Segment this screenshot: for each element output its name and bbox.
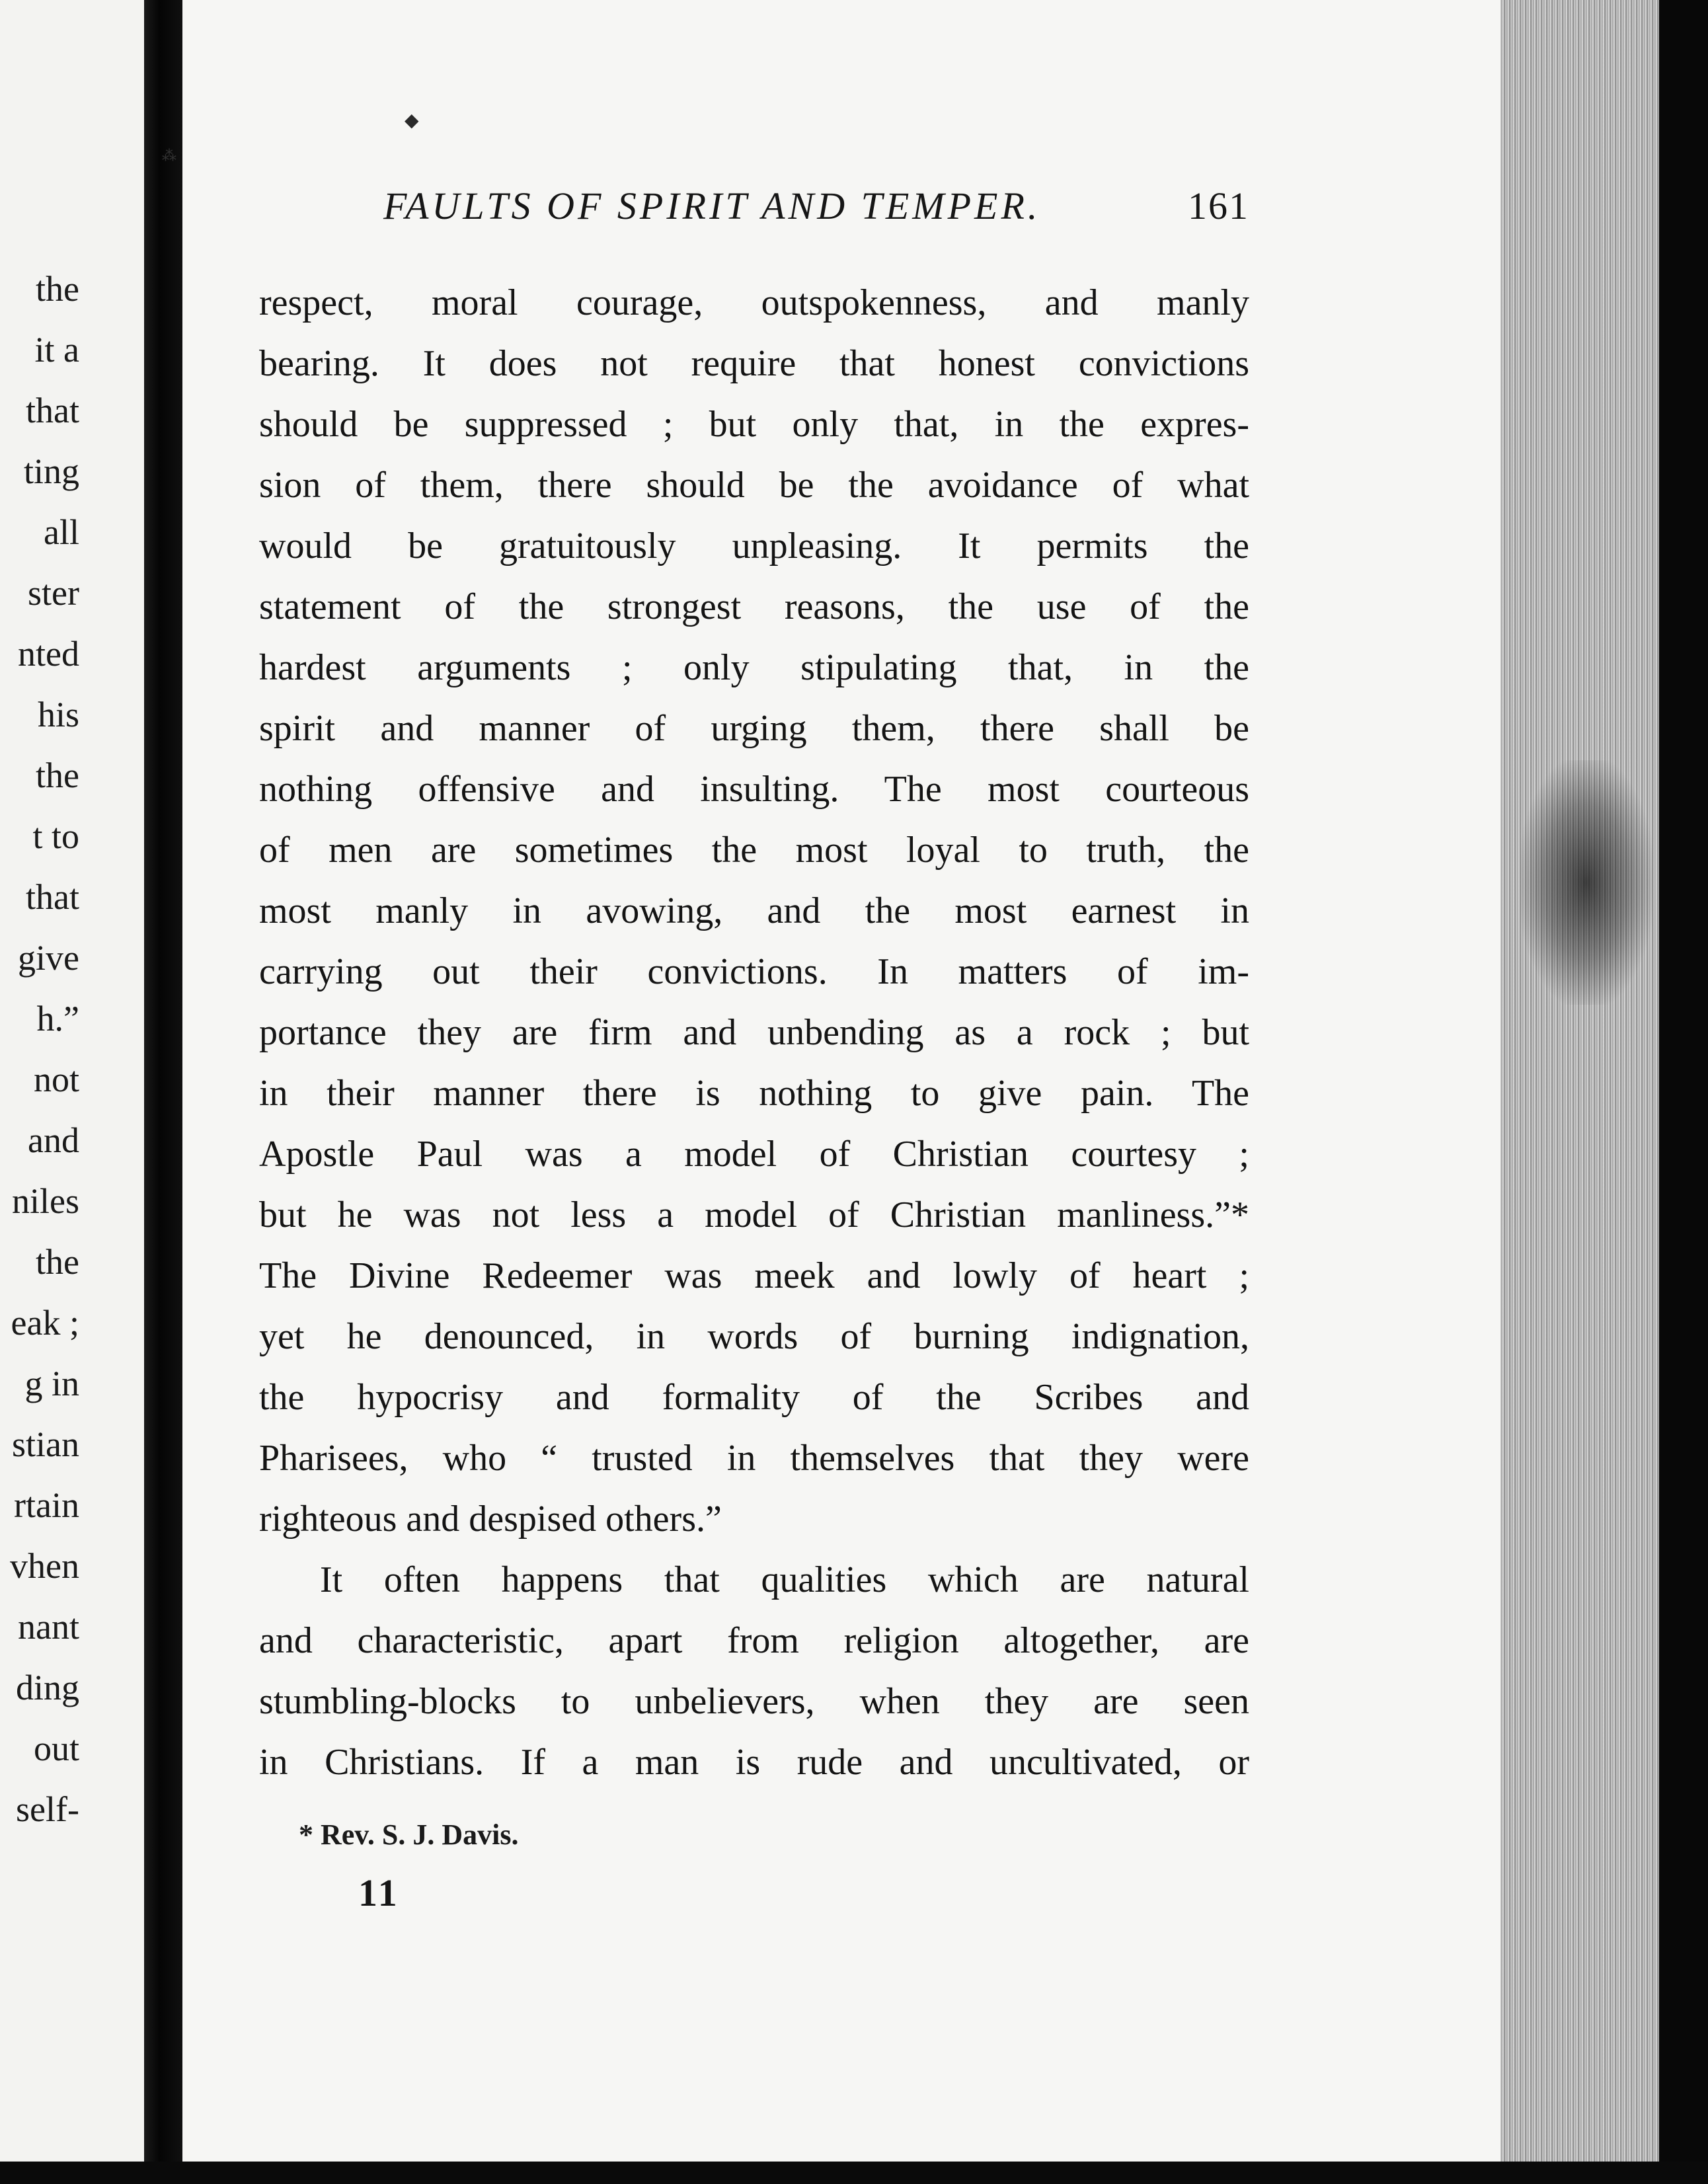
- previous-page-line-fragment: stian: [12, 1424, 79, 1464]
- previous-page-fragment: [0, 0, 144, 2184]
- previous-page-line-fragment: the: [36, 756, 79, 795]
- previous-page-line-fragment: that: [26, 877, 79, 917]
- text-line: Apostle Paul was a model of Christian courtesy ;: [259, 1134, 1249, 1175]
- text-line: nothing offensive and insulting. The most courteous: [259, 769, 1249, 810]
- book-gutter: [144, 0, 182, 2184]
- previous-page-line-fragment: g in: [24, 1364, 79, 1403]
- text-line: portance they are firm and unbending as a rock ; but: [259, 1012, 1249, 1053]
- previous-page-line-fragment: h.”: [36, 999, 79, 1038]
- previous-page-line-fragment: niles: [12, 1181, 79, 1221]
- body-text: [259, 272, 1249, 1793]
- text-line: sion of them, there should be the avoidance of what: [259, 465, 1249, 506]
- text-line: hardest arguments ; only stipulating that, in the: [259, 647, 1249, 688]
- paragraph: [259, 1549, 1249, 1793]
- scan-border-right: [1659, 0, 1708, 2184]
- scan-border-bottom: [0, 2162, 1708, 2184]
- text-line: statement of the strongest reasons, the use of the: [259, 586, 1249, 627]
- signature-mark: 11: [358, 1871, 400, 1914]
- text-line: of men are sometimes the most loyal to truth, the: [259, 830, 1249, 871]
- page-edges: [1500, 0, 1659, 2168]
- chapter-title: FAULTS OF SPIRIT AND TEMPER.: [383, 184, 1041, 227]
- running-head: [383, 180, 1256, 233]
- text-line: carrying out their convictions. In matters of im-: [259, 951, 1249, 992]
- ink-smudge: [1520, 760, 1652, 1005]
- text-line: respect, moral courage, outspokenness, and manly: [259, 282, 1249, 323]
- previous-page-line-fragment: nant: [18, 1607, 79, 1647]
- previous-page-line-fragment: the: [36, 1242, 79, 1282]
- previous-page-line-fragment: ding: [15, 1668, 79, 1707]
- previous-page-line-fragment: nted: [18, 634, 79, 674]
- text-line: It often happens that qualities which are natural: [320, 1559, 1249, 1600]
- previous-page-line-fragment: his: [37, 695, 79, 734]
- text-line: in their manner there is nothing to give pain. The: [259, 1073, 1249, 1114]
- previous-page-line-fragment: rtain: [14, 1485, 79, 1525]
- previous-page-line-fragment: eak ;: [11, 1303, 79, 1343]
- previous-page-line-fragment: the: [36, 269, 79, 309]
- text-line: most manly in avowing, and the most earnest in: [259, 890, 1249, 931]
- previous-page-line-fragment: all: [44, 512, 79, 552]
- text-line: bearing. It does not require that honest convictions: [259, 343, 1249, 384]
- text-line: yet he denounced, in words of burning indignation,: [259, 1316, 1249, 1357]
- ink-speck: ◆: [405, 109, 419, 131]
- ink-speck: ⁂: [162, 148, 176, 165]
- paragraph: [259, 272, 1249, 1549]
- text-line: righteous and despised others.”: [259, 1499, 722, 1540]
- previous-page-line-fragment: it a: [34, 330, 79, 370]
- text-line: should be suppressed ; but only that, in the expres-: [259, 404, 1249, 445]
- previous-page-line-fragment: give: [18, 938, 79, 978]
- previous-page-line-fragment: ting: [23, 451, 79, 491]
- previous-page-line-fragment: self-: [16, 1789, 79, 1829]
- text-line: and characteristic, apart from religion altogether, are: [259, 1620, 1249, 1661]
- text-line: the hypocrisy and formality of the Scribes and: [259, 1377, 1249, 1418]
- text-line: stumbling-blocks to unbelievers, when they are seen: [259, 1681, 1249, 1722]
- page-number: 161: [1188, 184, 1249, 227]
- footnote: * Rev. S. J. Davis.: [299, 1818, 519, 1851]
- text-line: would be gratuitously unpleasing. It permits the: [259, 526, 1249, 566]
- previous-page-line-fragment: not: [33, 1060, 79, 1099]
- previous-page-line-fragment: t to: [32, 816, 79, 856]
- previous-page-line-fragment: ster: [28, 573, 79, 613]
- text-line: but he was not less a model of Christian manliness.”*: [259, 1194, 1249, 1235]
- text-line: The Divine Redeemer was meek and lowly of heart ;: [259, 1255, 1249, 1296]
- text-line: spirit and manner of urging them, there shall be: [259, 708, 1249, 749]
- text-line: Pharisees, who “ trusted in themselves that they were: [259, 1438, 1249, 1479]
- text-line: in Christians. If a man is rude and uncultivated, or: [259, 1742, 1249, 1783]
- previous-page-line-fragment: vhen: [10, 1546, 79, 1586]
- previous-page-line-fragment: that: [26, 391, 79, 430]
- previous-page-line-fragment: out: [33, 1729, 79, 1768]
- previous-page-line-fragment: and: [28, 1120, 79, 1160]
